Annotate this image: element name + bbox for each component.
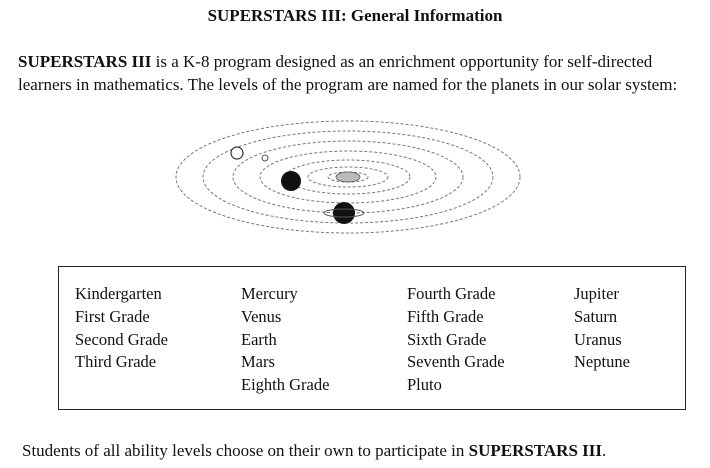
intro-text: is a K-8 program designed as an enrichment opportunity for self-directed learners in mathematics. The levels of the program are named for the planets in our solar system: — [18, 52, 678, 94]
program-name: SUPERSTARS III — [18, 52, 152, 71]
level-cell: Kindergarten — [75, 284, 162, 303]
footer-text: Students of all ability levels choose on their own to participate in — [22, 441, 469, 460]
level-cell: Earth — [241, 329, 277, 349]
level-cell: Second Grade — [75, 329, 169, 349]
level-cell: Fourth Grade — [407, 284, 496, 303]
planet-large-2 — [333, 202, 355, 224]
sun — [336, 172, 360, 182]
levels-table — [58, 266, 686, 410]
levels-column-2 — [241, 283, 329, 397]
level-cell: Pluto — [407, 375, 442, 395]
level-cell: Saturn — [574, 306, 618, 326]
footer-program-name: SUPERSTARS III — [468, 441, 602, 460]
level-cell: Fifth Grade — [407, 306, 484, 326]
footer-sentence — [22, 441, 606, 461]
level-cell: Third Grade — [75, 352, 157, 372]
level-cell: Seventh Grade — [407, 352, 505, 372]
level-cell: Sixth Grade — [407, 329, 487, 349]
levels-column-3 — [407, 283, 505, 397]
footer-period: . — [602, 441, 607, 460]
planet-large-1 — [281, 171, 301, 191]
level-cell: Jupiter — [574, 284, 619, 303]
page-title: SUPERSTARS III: General Information — [207, 6, 503, 25]
level-cell: Mars — [241, 352, 275, 372]
planet-small-1 — [231, 147, 243, 159]
levels-column-4 — [574, 283, 630, 374]
levels-column-1 — [75, 283, 168, 374]
level-cell: Eighth Grade — [241, 375, 330, 395]
level-cell: First Grade — [75, 306, 150, 326]
level-cell: Neptune — [574, 352, 630, 372]
level-cell: Venus — [241, 306, 282, 326]
solar-system-illustration — [170, 112, 530, 242]
intro-paragraph — [18, 50, 688, 96]
level-cell: Uranus — [574, 329, 622, 349]
planet-small-2 — [262, 155, 268, 161]
level-cell: Mercury — [241, 284, 298, 303]
